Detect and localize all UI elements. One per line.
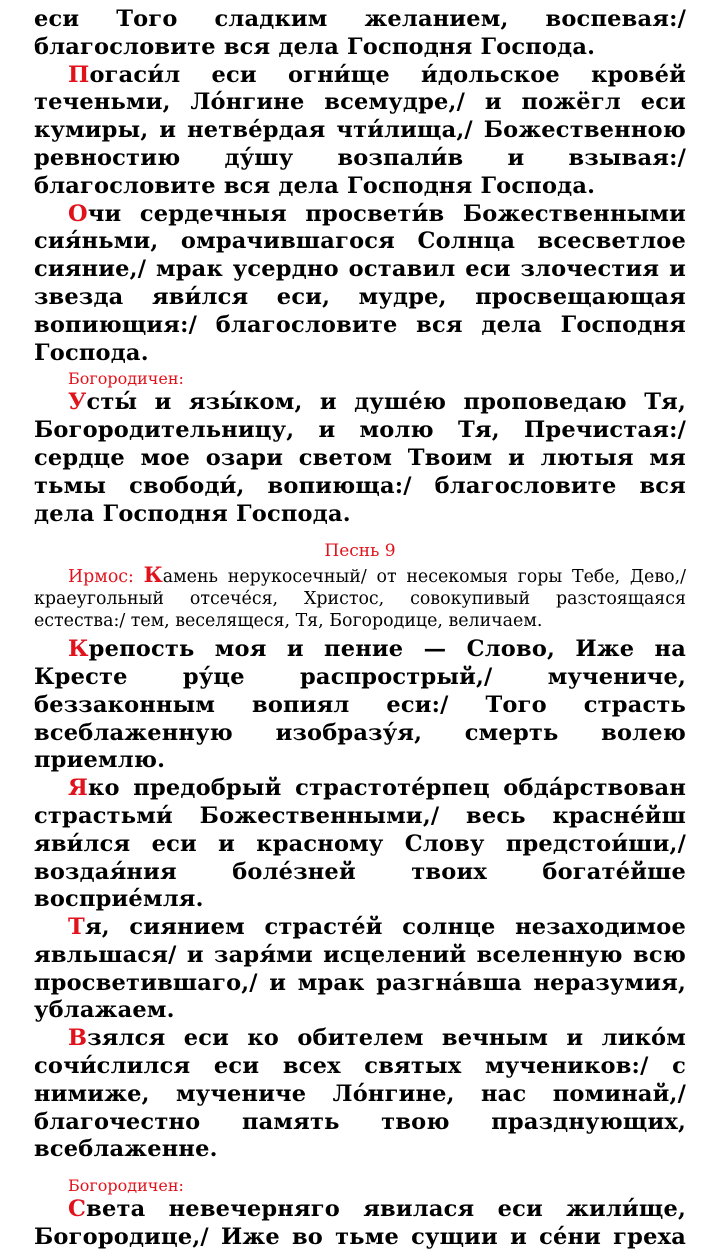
theotokion-label: Богородичен:: [68, 1176, 184, 1196]
theotokion-paragraph: [34, 389, 686, 528]
troparion-paragraph: [34, 201, 686, 368]
paragraph-text: огаси́л еси огни́ще и́дольское крове́й теченьми, Ло́нгине всемудре,/ и пожёгл еси кумиры, и нетве́рдая чти́лища,/ Божественною ревностию ду́шу возпали́в и взывая:/ благословите вся дела Господня Господа.: [34, 61, 686, 199]
paragraph-text: сты́ и язы́ком, и душе́ю проповедаю Тя, Богородительницу, и молю Тя, Пречистая:/ сердце мое озари светом Твоим и лютыя мя тьмы свободи́, вопиюща:/ благословите вся дела Господня Господа.: [34, 389, 686, 527]
theotokion-label: Богородичен:: [68, 369, 184, 389]
red-initial: У: [68, 389, 87, 416]
red-initial: Я: [68, 775, 89, 802]
red-initial: Т: [68, 914, 85, 941]
troparion-paragraph: [34, 62, 686, 201]
theotokion-paragraph: [34, 1196, 686, 1252]
red-initial: В: [68, 1025, 88, 1052]
paragraph-continuation: [34, 6, 686, 62]
paragraph-text: зялся еси ко обителем вечным и лико́м сочи́слился еси всех святых мучеников:/ с нимиже, мучениче Ло́нгине, нас поминай,/ благочестно память твою празднующих, всеблаженне.: [34, 1025, 686, 1163]
red-initial: О: [68, 200, 88, 227]
paragraph-text: репость моя и пение — Слово, Иже на Кресте ру́це распрострый,/ мучениче, беззаконным вопиял еси:/ Того страсть всеблаженную изобразу́я, смерть волею приемлю.: [34, 636, 686, 774]
red-initial: С: [68, 1196, 87, 1223]
paragraph-text: еси Того сладким желанием, воспевая:/ благословите вся дела Господня Господа.: [34, 6, 686, 60]
spacer: [34, 1164, 686, 1174]
red-initial: К: [143, 562, 163, 588]
paragraph-text: вета невечерняго явилася еси жили́ще, Богородице,/ Иже во тьме сущии и се́ни греха: [34, 1196, 686, 1251]
troparion-paragraph: [34, 775, 686, 914]
troparion-paragraph: [34, 636, 686, 775]
red-initial: П: [68, 61, 90, 88]
troparion-paragraph: [34, 1025, 686, 1164]
irmos-paragraph: [34, 564, 686, 632]
troparion-paragraph: [34, 914, 686, 1025]
irmos-text: амень нерукосечный/ от несекомыя горы Тебе, Дево,/ краеугольный отсече́ся, Христос, совокупивый разстоящаяся естества:/ тем, веселящеся, Тя, Богородице, величаем.: [34, 567, 686, 631]
ode-heading: Песнь 9: [324, 541, 396, 562]
red-initial: К: [68, 636, 89, 663]
paragraph-text: ко предобрый страстоте́рпец обда́рствован страстьми́ Божественными,/ весь красне́йш яви́лся еси и красному Слову предстои́ши,/ воздая́ния боле́зней твоих богате́йше восприе́мля.: [34, 775, 686, 913]
irmos-label: Ирмос:: [68, 567, 134, 588]
paragraph-text: чи сердечныя просвети́в Божественными сия́ньми, омрачившагося Солнца всесветлое сияние,/ мрак усердно оставил еси злочестия и звезда яви́лся еси, мудре, просвещающая вопиющия:/ благословите вся дела Господня Господа.: [34, 200, 686, 366]
paragraph-text: я, сиянием страсте́й солнце незаходимое явльшася/ и заря́ми исцелений вселенную всю просветившаго,/ и мрак разгна́вша неразумия, ублажаем.: [34, 914, 686, 1024]
